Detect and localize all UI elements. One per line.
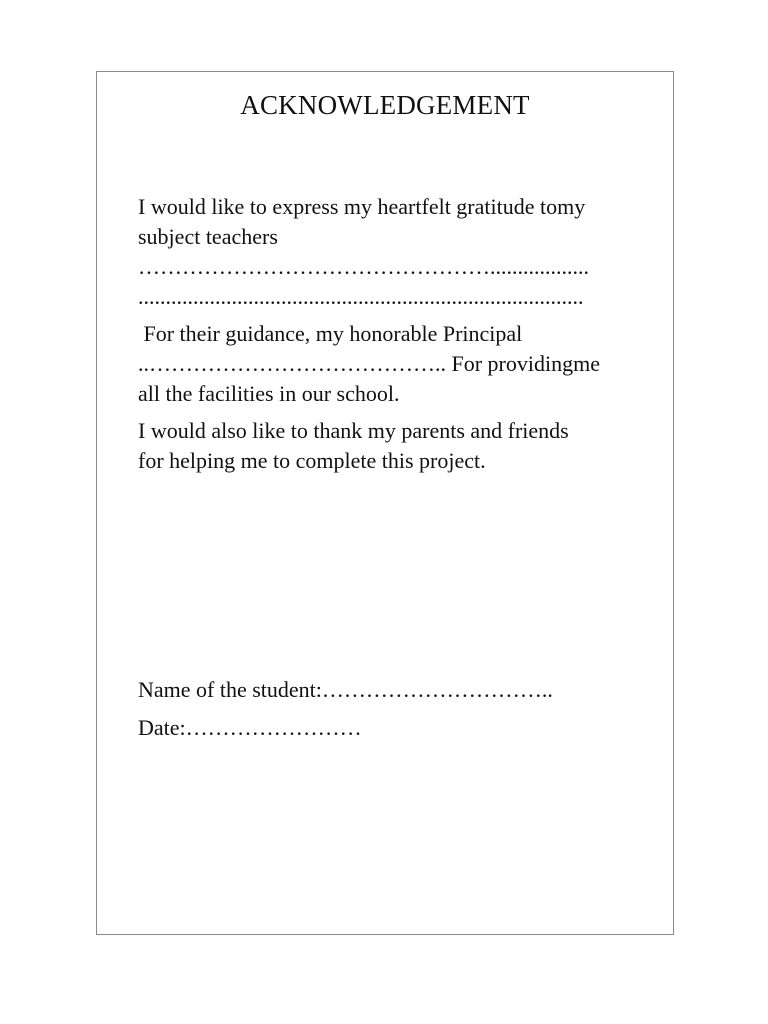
acknowledgement-body — [138, 192, 638, 483]
parents-paragraph — [138, 416, 638, 476]
document-title: ACKNOWLEDGEMENT — [240, 90, 530, 120]
gratitude-paragraph — [138, 192, 638, 312]
principal-paragraph — [138, 319, 638, 409]
principal-line-2: ..………………………………….. For providingme — [138, 351, 600, 376]
teacher-name-blank-2: ................................................................................. — [138, 284, 584, 309]
gratitude-line-1: I would like to express my heartfelt gratitude tomy — [138, 194, 586, 219]
parents-line-1: I would also like to thank my parents and friends — [138, 418, 569, 443]
principal-line-1: For their guidance, my honorable Principal — [138, 321, 523, 346]
parents-line-2: for helping me to complete this project. — [138, 448, 486, 473]
signature-block — [138, 675, 638, 751]
principal-line-3: all the facilities in our school. — [138, 381, 400, 406]
teacher-name-blank-1: ………………………………………….................. — [138, 254, 589, 279]
student-name-field: Name of the student:………………………….. — [138, 677, 553, 702]
gratitude-line-2: subject teachers — [138, 224, 278, 249]
date-field: Date:…………………… — [138, 715, 362, 740]
document-page — [96, 71, 674, 935]
